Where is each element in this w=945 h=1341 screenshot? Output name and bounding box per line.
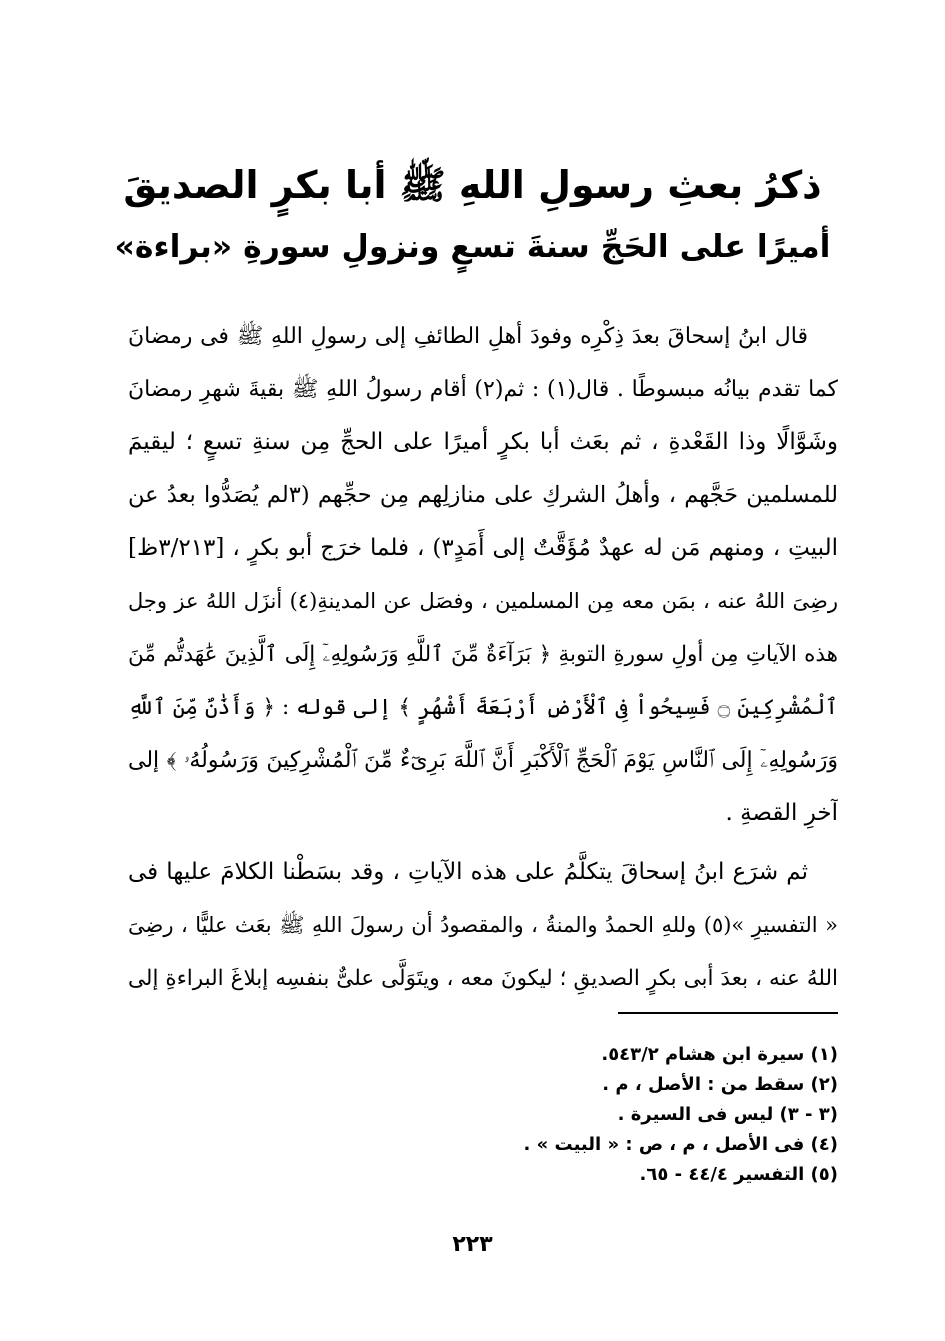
text-line: وشَوَّالًا وذا القَعْدةِ ، ثم بعَث أبا بكرٍ أميرًا على الحجِّ مِن سنةِ تسعٍ ؛ ليقيمَ: [128, 429, 838, 455]
text-line: وَرَسُولِهِۦٓ إِلَى ٱلنَّاسِ يَوْمَ ٱلْحَجِّ ٱلْأَكْبَرِ أَنَّ ٱللَّهَ بَرِىٓءٌ مِّنَ ٱلْمُشْرِكِينَ وَرَسُولُهُۥ ﴾ إلى: [128, 748, 838, 773]
text-line: رضِىَ اللهُ عنه ، بمَن معه مِن المسلمين ، وفصَل عن المدينةِ(٤) أنزَل اللهُ عز وجل: [128, 589, 838, 613]
text-line: البيتِ ، ومنهم مَن له عهدٌ مُؤَقَّتٌ إلى أَمَدٍ٣) ، فلما خرَج أبو بكرٍ ، [٣/٢١٣ظ]: [128, 535, 838, 561]
text-line: اللهُ عنه ، بعدَ أبى بكرٍ الصديقِ ؛ ليكونَ معه ، ويتَوَلَّى علىٌّ بنفسِه إبلاغَ البراءةِ إلى: [128, 966, 838, 991]
footnote-item: (٤) فى الأصل ، م ، ص : « البيت » .: [523, 1134, 838, 1155]
page-number: ٢٢٣: [452, 1232, 493, 1257]
text-line: قال ابنُ إسحاقَ بعدَ ذِكْرِه وفودَ أهلِ الطائفِ إلى رسولِ اللهِ ﷺ فى رمضانَ: [128, 324, 808, 349]
footnote-item: (٢) سقط من : الأصل ، م .: [602, 1074, 838, 1095]
chapter-heading-line-1: ذكرُ بعثِ رسولِ اللهِ ﷺ أبا بكرٍ الصديقَ: [123, 163, 822, 207]
footnote-item: (١) سيرة ابن هشام ٥٤٣/٢.: [601, 1044, 838, 1065]
text-line: ٱلْمُشْرِكِينَ ۝ فَسِيحُواْ فِى ٱلْأَرْضِ أَرْبَعَةَ أَشْهُرٍ ﴾ إلى قوله : ﴿ وَأَذَٰنٌ مِّنَ ٱللَّهِ: [128, 695, 838, 720]
footnote-item: (٣ - ٣) ليس فى السيرة .: [617, 1104, 838, 1125]
paragraph-1: [128, 310, 838, 840]
text-line: هذه الآياتِ مِن أولِ سورةِ التوبةِ ﴿ بَرَآءَةٌ مِّنَ ٱللَّهِ وَرَسُولِهِۦٓ إِلَى ٱلَّذِينَ عَٰهَدتُّم مِّنَ: [128, 642, 838, 667]
text-line: كما تقدم بيانُه مبسوطًا . قال(١) : ثم(٢) أقام رسولُ اللهِ ﷺ بقيةَ شهرِ رمضانَ: [128, 377, 838, 402]
text-line: للمسلمين حَجَّهم ، وأهلُ الشركِ على منازلِهم مِن حجِّهم (٣لم يُصَدُّوا بعدُ عن: [128, 482, 838, 508]
footnote-item: (٥) التفسير ٤٤/٤ - ٦٥.: [639, 1164, 838, 1185]
text-line: « التفسيرِ »(٥) وللهِ الحمدُ والمنةُ ، والمقصودُ أن رسولَ اللهِ ﷺ بعَث عليًّا ، رضِىَ: [128, 913, 838, 937]
paragraph-2: [128, 846, 838, 1005]
chapter-heading-line-2: أميرًا على الحَجِّ سنةَ تسعٍ ونزولِ سورةِ «براءة»: [114, 229, 831, 265]
text-line: ثم شرَع ابنُ إسحاقَ يتكلَّمُ على هذه الآياتِ ، وقد بسَطْنا الكلامَ عليها فى: [128, 859, 808, 885]
footnotes: [500, 1040, 838, 1190]
footnote-separator: [618, 1012, 838, 1014]
text-line: آخرِ القصةِ .: [725, 800, 838, 826]
